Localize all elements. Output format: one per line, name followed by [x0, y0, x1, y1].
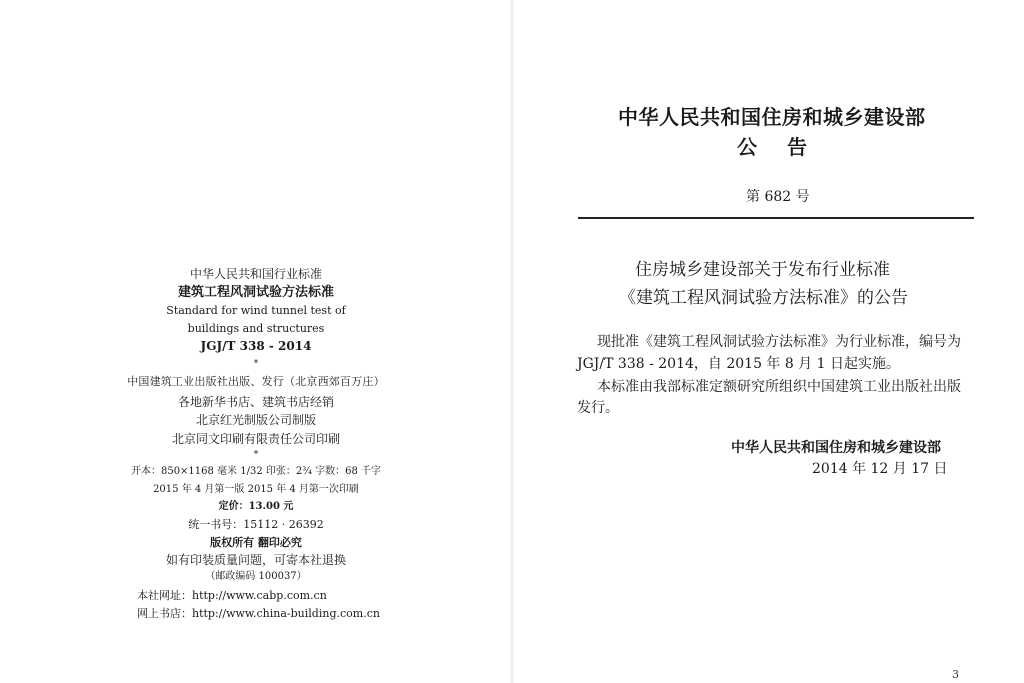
book-spine: [510, 0, 514, 683]
signature-date: 2014 年 12 月 17 日: [812, 461, 948, 477]
signature-ministry: 中华人民共和国住房和城乡建设部: [731, 440, 941, 456]
postcode-line: （邮政编码 100037）: [205, 571, 307, 582]
paragraph-2-line-2: 发行。: [577, 400, 619, 416]
notice-title: 公告: [737, 135, 837, 159]
copyright-line: 版权所有 翻印必究: [210, 536, 302, 549]
edition-line: 2015 年 4 月第一版 2015 年 4 月第一次印刷: [153, 484, 359, 495]
paragraph-2-line-1: 本标准由我部标准定额研究所组织中国建筑工业出版社出版: [597, 379, 961, 395]
ministry-title: 中华人民共和国住房和城乡建设部: [618, 105, 926, 129]
standard-title-en-2: buildings and structures: [187, 322, 325, 335]
price-line: 定价：13.00 元: [218, 501, 294, 512]
standard-series: 中华人民共和国行业标准: [189, 267, 322, 281]
format-line: 开本：850×1168 毫米 1/32 印张：2¾ 字数：68 千字: [130, 466, 382, 477]
standard-title-cn: 建筑工程风洞试验方法标准: [177, 285, 334, 300]
separator-star: *: [253, 450, 259, 460]
notice-number: 第 682 号: [746, 189, 810, 205]
separator-star: *: [253, 359, 259, 369]
isbn-line: 统一书号：15112 · 26392: [188, 518, 324, 531]
standard-code: JGJ/T 338 - 2014: [200, 339, 312, 353]
plate-maker-line: 北京红光制版公司制版: [195, 413, 316, 427]
announcement-heading-2: 《建筑工程风洞试验方法标准》的公告: [619, 288, 908, 308]
page-number: 3: [952, 668, 959, 681]
website-line: 本社网址：http://www.cabp.com.cn: [137, 589, 327, 602]
return-notice: 如有印装质量问题，可寄本社退换: [165, 553, 346, 567]
printer-line: 北京同文印刷有限责任公司印刷: [171, 432, 340, 446]
paragraph-1-line-2: JGJ/T 338 - 2014，自 2015 年 8 月 1 日起实施。: [577, 356, 901, 372]
bookstore-line: 网上书店：http://www.china-building.com.cn: [137, 607, 380, 620]
paragraph-1-line-1: 现批准《建筑工程风洞试验方法标准》为行业标准，编号为: [597, 334, 961, 350]
standard-title-en-1: Standard for wind tunnel test of: [166, 304, 346, 317]
announcement-heading-1: 住房城乡建设部关于发布行业标准: [635, 260, 890, 280]
distributor-line: 各地新华书店、建筑书店经销: [177, 395, 334, 409]
publisher-line: 中国建筑工业出版社出版、发行（北京西郊百万庄）: [127, 375, 385, 388]
header-divider: [578, 217, 974, 219]
